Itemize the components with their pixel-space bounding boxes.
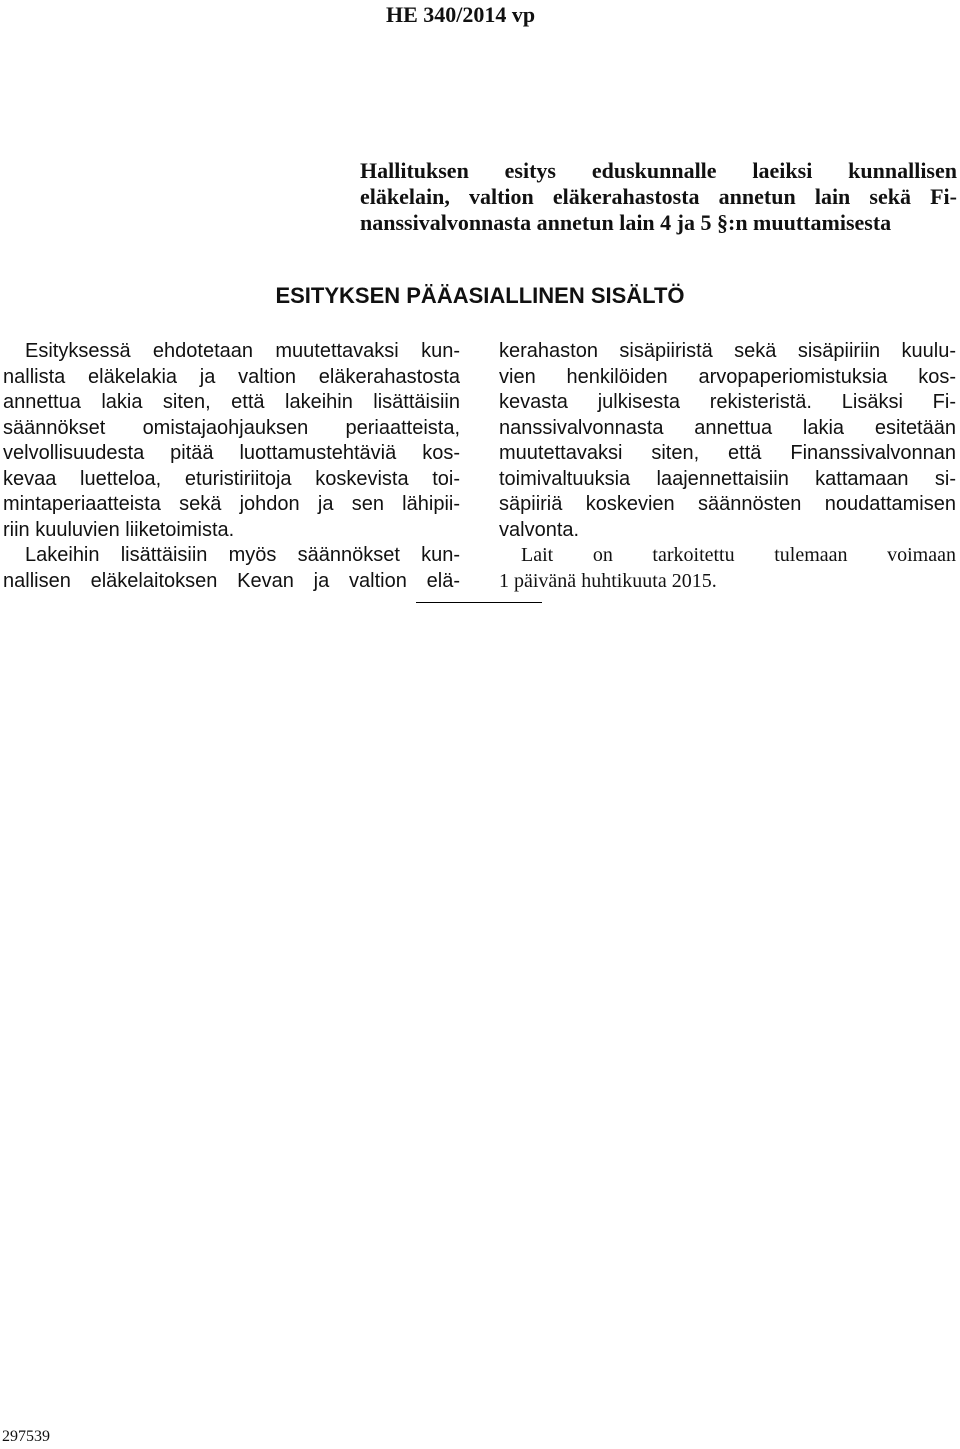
paragraph-line: vien henkilöiden arvopaperiomistuksia kos-: [499, 365, 956, 388]
paragraph-line: nanssivalvonnasta annettua lakia esitetään: [499, 416, 956, 439]
document-title: [360, 158, 957, 236]
left-column: [3, 339, 460, 594]
paragraph-line: Lait on tarkoitettu tulemaan voimaan: [521, 544, 956, 566]
right-column: [499, 339, 956, 594]
title-line: eläkelain, valtion eläkerahastosta annetun lain sekä Fi-: [360, 184, 957, 209]
section-heading: ESITYKSEN PÄÄASIALLINEN SISÄLTÖ: [275, 283, 685, 308]
paragraph-line: valvonta.: [499, 518, 580, 541]
paragraph-line: mintaperiaatteista sekä johdon ja sen lähipii-: [3, 493, 460, 515]
paragraph-line: säännökset omistajaohjauksen periaatteista,: [3, 416, 460, 439]
paragraph-line: riin kuuluvien liiketoimista.: [3, 518, 235, 541]
paragraph-line: Esityksessä ehdotetaan muutettavaksi kun-: [25, 340, 460, 362]
title-line: Hallituksen esitys eduskunnalle laeiksi kunnallisen: [360, 158, 957, 183]
paragraph-line: nallista eläkelakia ja valtion eläkerahastosta: [3, 365, 460, 388]
paragraph-line: annettua lakia siten, että lakeihin lisättäisiin: [3, 391, 460, 413]
paragraph-line: muutettavaksi siten, että Finanssivalvonnan: [499, 442, 956, 464]
paragraph-line: velvollisuudesta pitää luottamustehtäviä kos-: [3, 442, 460, 464]
paragraph-line: kerahaston sisäpiiristä sekä sisäpiiriin kuulu-: [499, 340, 956, 362]
paragraph-line: kevaa luetteloa, eturistiriitoja koskevista toi-: [3, 467, 460, 490]
title-line: nanssivalvonnasta annetun lain 4 ja 5 §:n muuttamisesta: [360, 210, 892, 235]
paragraph-line: nallisen eläkelaitoksen Kevan ja valtion elä-: [3, 569, 460, 592]
paragraph-line: kevasta julkisesta rekisteristä. Lisäksi Fi-: [499, 391, 956, 413]
end-rule: [416, 602, 542, 603]
document-id: HE 340/2014 vp: [386, 2, 536, 27]
paragraph-line: 1 päivänä huhtikuuta 2015.: [499, 569, 717, 592]
paragraph-line: toimivaltuuksia laajennettaisiin kattamaan si-: [499, 467, 956, 490]
page-number: 297539: [2, 1428, 50, 1445]
paragraph-line: säpiiriä koskevien säännösten noudattamisen: [499, 493, 956, 515]
paragraph-line: Lakeihin lisättäisiin myös säännökset kun-: [25, 544, 460, 566]
